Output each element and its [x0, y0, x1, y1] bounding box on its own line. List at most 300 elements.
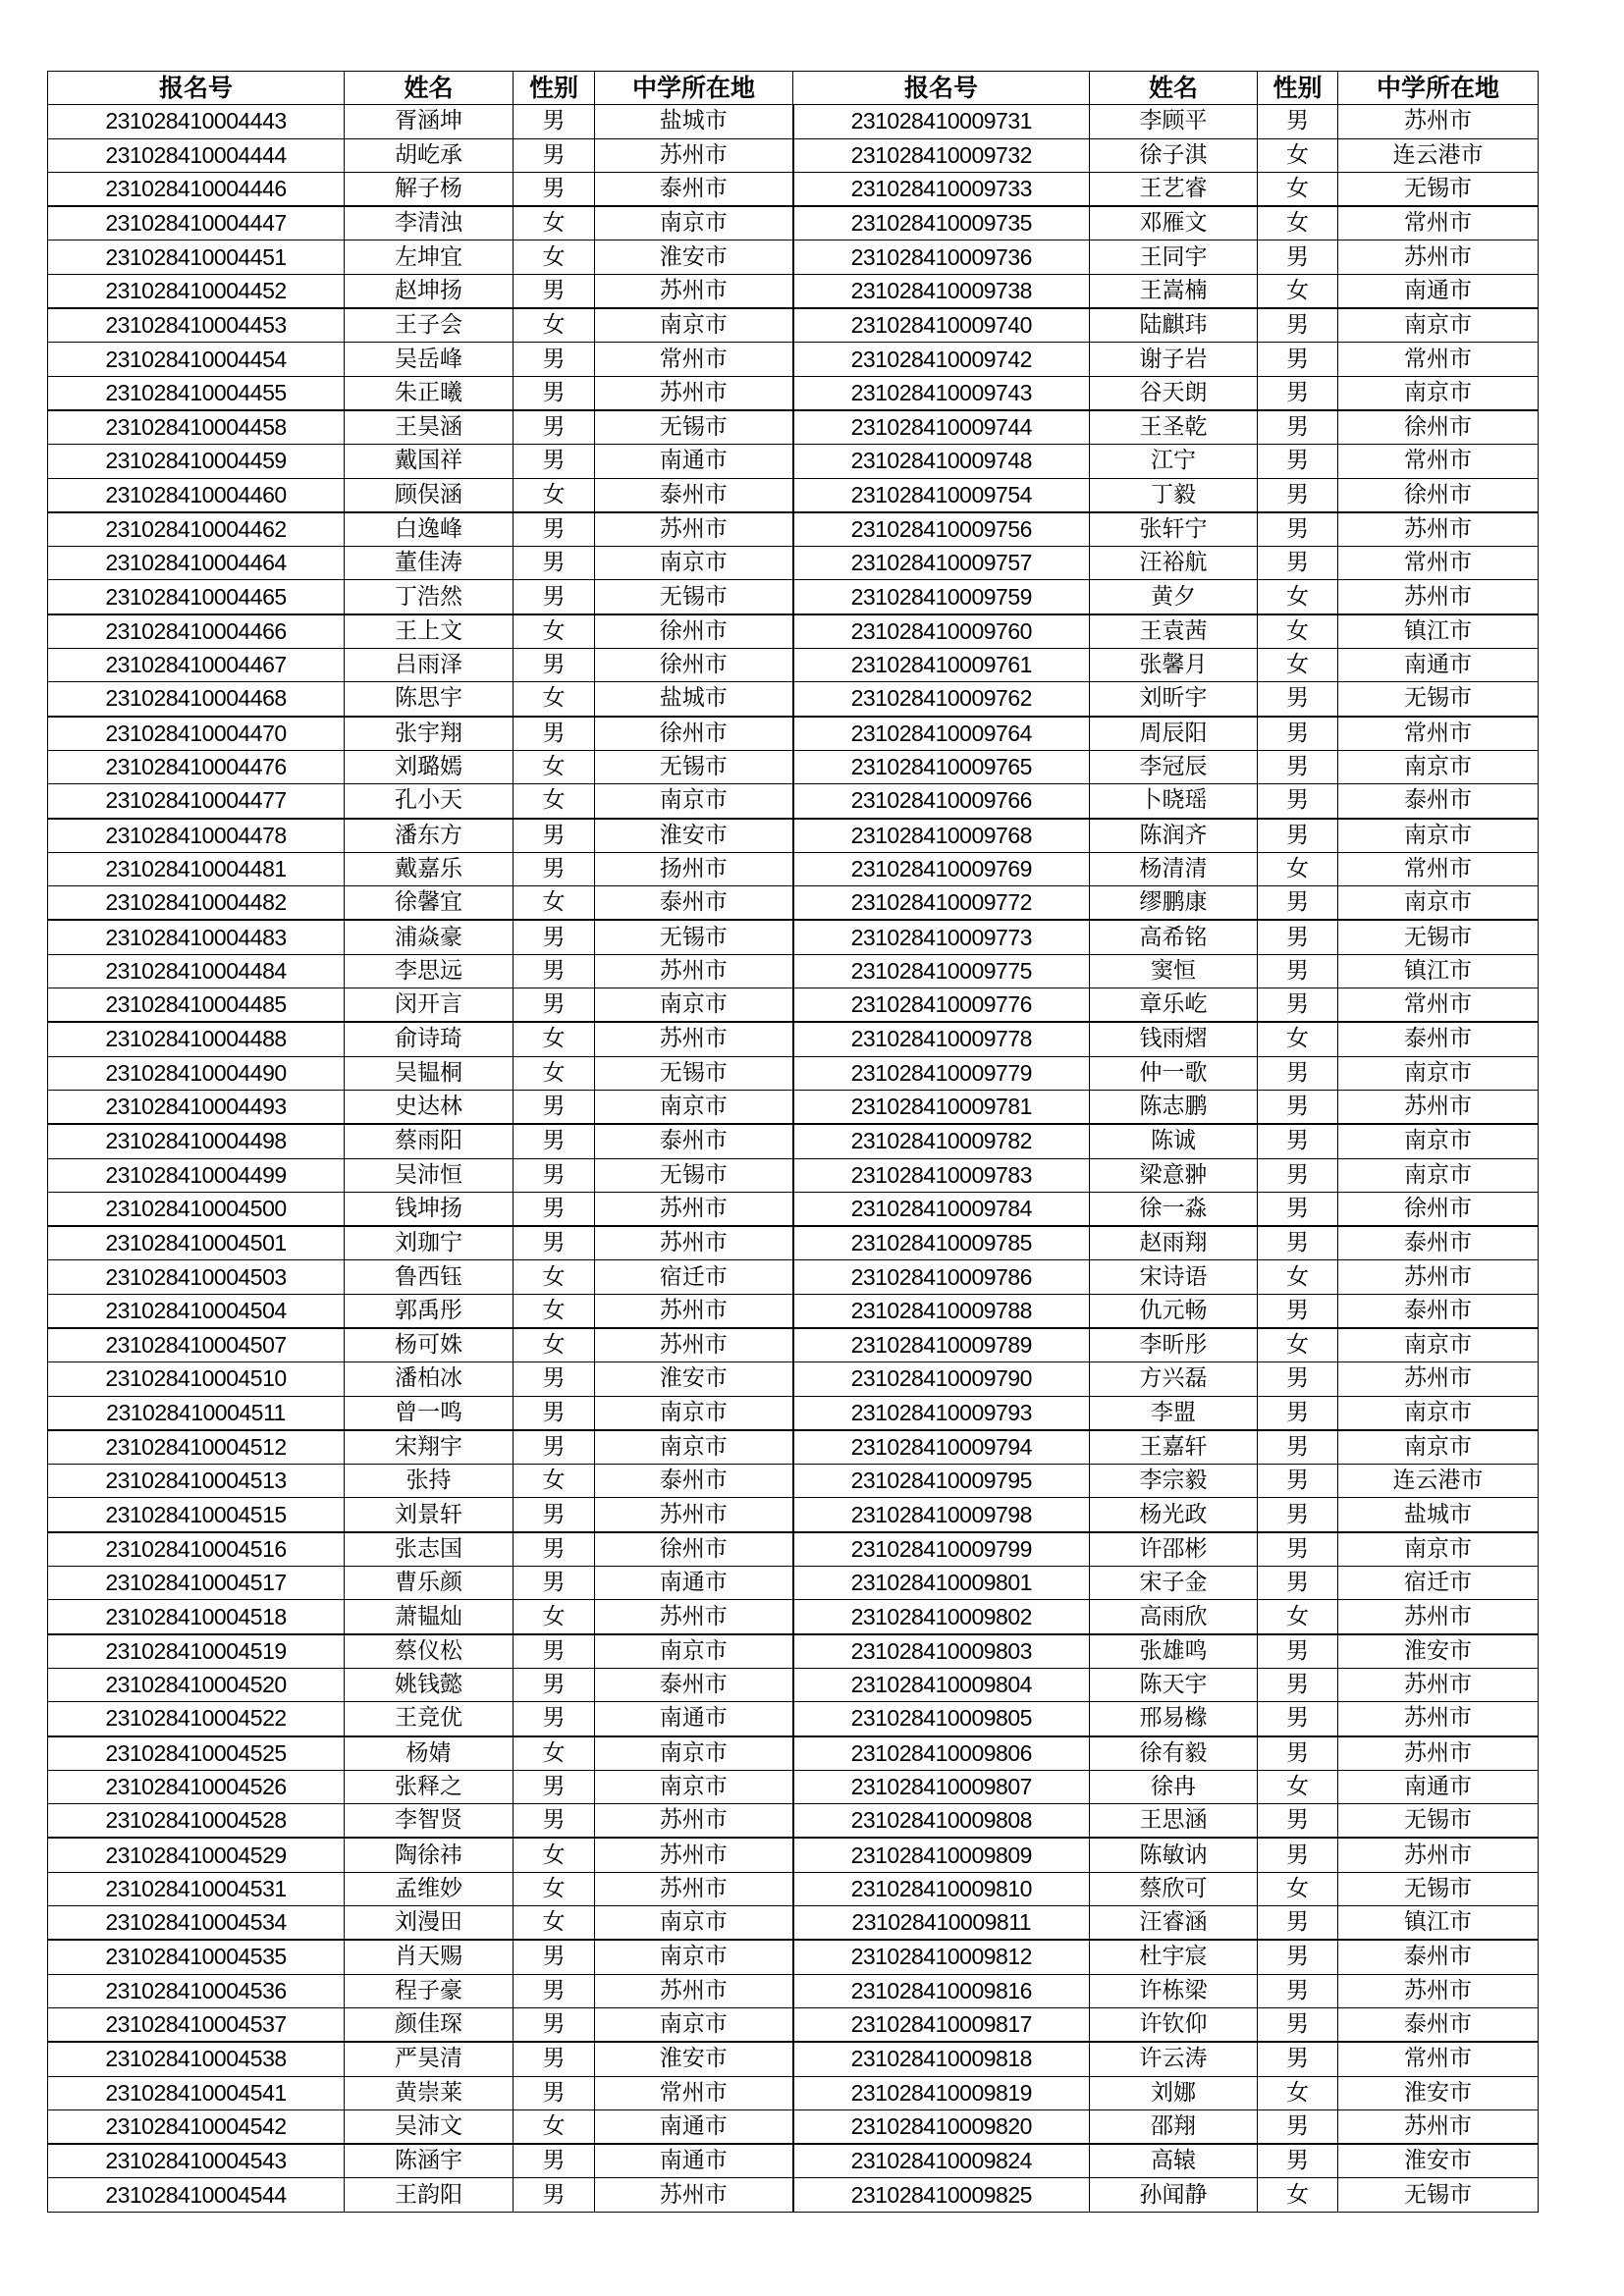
city-cell: 苏州市	[595, 376, 793, 410]
city-cell: 徐州市	[595, 614, 793, 649]
gender-cell: 男	[1258, 1532, 1338, 1567]
name-cell: 王昊涵	[345, 410, 514, 445]
city-cell: 苏州市	[595, 1192, 793, 1226]
city-cell: 苏州市	[595, 274, 793, 308]
city-cell: 苏州市	[1338, 1838, 1539, 1872]
id-cell: 231028410004501	[48, 1226, 345, 1260]
id-cell: 231028410004522	[48, 1702, 345, 1736]
city-cell: 徐州市	[595, 1532, 793, 1567]
name-cell: 李宗毅	[1090, 1465, 1258, 1498]
table-row	[48, 1158, 1539, 1192]
name-cell: 张轩宁	[1090, 512, 1258, 547]
city-cell: 常州市	[1338, 445, 1539, 478]
name-cell: 许云涛	[1090, 2042, 1258, 2076]
id-cell: 231028410009803	[793, 1634, 1090, 1669]
gender-cell: 男	[514, 445, 595, 478]
name-cell: 汪裕航	[1090, 547, 1258, 580]
id-cell: 231028410009808	[793, 1804, 1090, 1839]
name-cell: 仇元畅	[1090, 1294, 1258, 1328]
name-cell: 曹乐颜	[345, 1567, 514, 1600]
name-cell: 吴韫桐	[345, 1056, 514, 1090]
gender-cell: 男	[514, 512, 595, 547]
gender-cell: 男	[1258, 1634, 1338, 1669]
gender-cell: 女	[1258, 852, 1338, 885]
city-cell: 无锡市	[1338, 920, 1539, 954]
gender-cell: 男	[1258, 2042, 1338, 2076]
gender-cell: 男	[514, 1974, 595, 2007]
table-row	[48, 580, 1539, 614]
name-cell: 杨光政	[1090, 1498, 1258, 1532]
table-row	[48, 1906, 1539, 1941]
table-row	[48, 1022, 1539, 1056]
name-cell: 徐有毅	[1090, 1736, 1258, 1771]
gender-cell: 男	[514, 1567, 595, 1600]
gender-cell: 男	[514, 1124, 595, 1158]
gender-cell: 男	[514, 2144, 595, 2178]
gender-cell: 男	[514, 1192, 595, 1226]
gender-cell: 男	[1258, 445, 1338, 478]
id-cell: 231028410004484	[48, 954, 345, 988]
name-cell: 浦焱豪	[345, 920, 514, 954]
id-cell: 231028410009744	[793, 410, 1090, 445]
header-row	[48, 72, 1539, 105]
gender-cell: 女	[514, 1600, 595, 1634]
name-cell: 高雨欣	[1090, 1600, 1258, 1634]
name-cell: 姚钱懿	[345, 1668, 514, 1701]
id-cell: 231028410004534	[48, 1906, 345, 1941]
id-cell: 231028410004543	[48, 2144, 345, 2178]
city-cell: 苏州市	[595, 1838, 793, 1872]
gender-cell: 男	[1258, 478, 1338, 512]
city-cell: 无锡市	[595, 1158, 793, 1192]
table-row	[48, 1294, 1539, 1328]
gender-cell: 女	[514, 1294, 595, 1328]
city-cell: 南京市	[595, 1770, 793, 1803]
city-cell: 无锡市	[1338, 172, 1539, 206]
city-cell: 淮安市	[1338, 1634, 1539, 1669]
name-cell: 徐子淇	[1090, 138, 1258, 172]
table-row	[48, 2042, 1539, 2076]
gender-cell: 女	[1258, 206, 1338, 240]
city-cell: 南京市	[595, 1906, 793, 1941]
city-cell: 徐州市	[1338, 1192, 1539, 1226]
id-cell: 231028410009805	[793, 1702, 1090, 1736]
city-cell: 扬州市	[595, 852, 793, 885]
name-cell: 刘漫田	[345, 1906, 514, 1941]
gender-cell: 男	[514, 1158, 595, 1192]
table-row	[48, 376, 1539, 410]
city-cell: 徐州市	[595, 717, 793, 751]
table-row	[48, 274, 1539, 308]
city-cell: 盐城市	[1338, 1498, 1539, 1532]
table-row	[48, 308, 1539, 343]
id-cell: 231028410004485	[48, 988, 345, 1023]
name-cell: 陈思宇	[345, 682, 514, 717]
gender-cell: 男	[514, 1634, 595, 1669]
name-cell: 王嵩楠	[1090, 274, 1258, 308]
city-cell: 苏州市	[1338, 1974, 1539, 2007]
id-cell: 231028410009784	[793, 1192, 1090, 1226]
name-cell: 胡屹承	[345, 138, 514, 172]
id-cell: 231028410004520	[48, 1668, 345, 1701]
gender-cell: 男	[1258, 308, 1338, 343]
city-cell: 连云港市	[1338, 1465, 1539, 1498]
gender-cell: 女	[514, 1328, 595, 1362]
gender-cell: 女	[1258, 649, 1338, 682]
gender-cell: 男	[514, 920, 595, 954]
table-row	[48, 819, 1539, 853]
city-cell: 南京市	[1338, 1158, 1539, 1192]
gender-cell: 男	[1258, 750, 1338, 783]
id-cell: 231028410009775	[793, 954, 1090, 988]
table-row	[48, 1430, 1539, 1465]
id-cell: 231028410009736	[793, 240, 1090, 274]
name-cell: 钱坤扬	[345, 1192, 514, 1226]
id-cell: 231028410004500	[48, 1192, 345, 1226]
id-cell: 231028410004519	[48, 1634, 345, 1669]
city-cell: 常州市	[595, 2076, 793, 2109]
table-row	[48, 105, 1539, 138]
table-row	[48, 682, 1539, 717]
name-cell: 李智贤	[345, 1804, 514, 1839]
id-cell: 231028410004464	[48, 547, 345, 580]
gender-cell: 男	[1258, 1736, 1338, 1771]
gender-cell: 男	[1258, 1498, 1338, 1532]
name-cell: 王韵阳	[345, 2178, 514, 2212]
table-row	[48, 1090, 1539, 1124]
name-cell: 杨清清	[1090, 852, 1258, 885]
name-cell: 王竞优	[345, 1702, 514, 1736]
gender-cell: 女	[514, 682, 595, 717]
city-cell: 南通市	[595, 1702, 793, 1736]
table-row	[48, 1974, 1539, 2007]
table-row	[48, 2144, 1539, 2178]
table-row	[48, 1770, 1539, 1803]
city-cell: 苏州市	[1338, 512, 1539, 547]
id-cell: 231028410004481	[48, 852, 345, 885]
name-cell: 卜晓瑶	[1090, 784, 1258, 819]
city-cell: 盐城市	[595, 105, 793, 138]
id-cell: 231028410004525	[48, 1736, 345, 1771]
id-cell: 231028410004451	[48, 240, 345, 274]
name-cell: 吴岳峰	[345, 343, 514, 376]
table-row	[48, 1260, 1539, 1294]
name-cell: 陈天宇	[1090, 1668, 1258, 1701]
city-cell: 苏州市	[595, 954, 793, 988]
id-cell: 231028410009779	[793, 1056, 1090, 1090]
header-gender: 性别	[1258, 72, 1338, 105]
name-cell: 陈敏讷	[1090, 1838, 1258, 1872]
name-cell: 杨可姝	[345, 1328, 514, 1362]
id-cell: 231028410004542	[48, 2109, 345, 2144]
city-cell: 南京市	[1338, 1124, 1539, 1158]
name-cell: 仲一歌	[1090, 1056, 1258, 1090]
table-row	[48, 1940, 1539, 1974]
id-cell: 231028410004535	[48, 1940, 345, 1974]
name-cell: 王子会	[345, 308, 514, 343]
id-cell: 231028410004510	[48, 1362, 345, 1396]
gender-cell: 男	[1258, 1226, 1338, 1260]
table-row	[48, 1804, 1539, 1839]
city-cell: 南京市	[595, 206, 793, 240]
id-cell: 231028410004465	[48, 580, 345, 614]
id-cell: 231028410004455	[48, 376, 345, 410]
id-cell: 231028410004460	[48, 478, 345, 512]
gender-cell: 男	[1258, 1804, 1338, 1839]
table-row	[48, 1567, 1539, 1600]
id-cell: 231028410009818	[793, 2042, 1090, 2076]
city-cell: 苏州市	[595, 1022, 793, 1056]
city-cell: 盐城市	[595, 682, 793, 717]
id-cell: 231028410009794	[793, 1430, 1090, 1465]
gender-cell: 男	[1258, 1974, 1338, 2007]
city-cell: 泰州市	[1338, 1294, 1539, 1328]
gender-cell: 女	[1258, 1328, 1338, 1362]
gender-cell: 女	[514, 1056, 595, 1090]
name-cell: 王艺睿	[1090, 172, 1258, 206]
gender-cell: 女	[514, 1872, 595, 1905]
gender-cell: 男	[514, 1770, 595, 1803]
header-city: 中学所在地	[1338, 72, 1539, 105]
city-cell: 泰州市	[595, 886, 793, 921]
name-cell: 谢子岩	[1090, 343, 1258, 376]
city-cell: 苏州市	[595, 1328, 793, 1362]
gender-cell: 男	[514, 1430, 595, 1465]
city-cell: 南京市	[1338, 1396, 1539, 1430]
table-row	[48, 852, 1539, 885]
id-cell: 231028410004482	[48, 886, 345, 921]
id-cell: 231028410004458	[48, 410, 345, 445]
city-cell: 常州市	[1338, 852, 1539, 885]
table-row	[48, 410, 1539, 445]
name-cell: 曾一鸣	[345, 1396, 514, 1430]
id-cell: 231028410009798	[793, 1498, 1090, 1532]
gender-cell: 男	[1258, 547, 1338, 580]
name-cell: 徐馨宜	[345, 886, 514, 921]
city-cell: 泰州市	[1338, 2007, 1539, 2042]
gender-cell: 男	[514, 717, 595, 751]
name-cell: 白逸峰	[345, 512, 514, 547]
table-row	[48, 1702, 1539, 1736]
city-cell: 南京市	[595, 1430, 793, 1465]
city-cell: 无锡市	[595, 920, 793, 954]
name-cell: 黄崇莱	[345, 2076, 514, 2109]
name-cell: 严昊清	[345, 2042, 514, 2076]
gender-cell: 男	[514, 954, 595, 988]
name-cell: 江宁	[1090, 445, 1258, 478]
city-cell: 泰州市	[595, 1465, 793, 1498]
city-cell: 徐州市	[1338, 478, 1539, 512]
name-cell: 许钦仰	[1090, 2007, 1258, 2042]
id-cell: 231028410004483	[48, 920, 345, 954]
gender-cell: 男	[514, 1498, 595, 1532]
name-cell: 窦恒	[1090, 954, 1258, 988]
table-row	[48, 784, 1539, 819]
id-cell: 231028410009824	[793, 2144, 1090, 2178]
gender-cell: 女	[1258, 614, 1338, 649]
gender-cell: 男	[1258, 376, 1338, 410]
gender-cell: 女	[514, 784, 595, 819]
gender-cell: 女	[514, 1260, 595, 1294]
name-cell: 陆麒玮	[1090, 308, 1258, 343]
city-cell: 南京市	[595, 1634, 793, 1669]
city-cell: 苏州市	[1338, 1600, 1539, 1634]
table-row	[48, 1736, 1539, 1771]
id-cell: 231028410009810	[793, 1872, 1090, 1905]
id-cell: 231028410004476	[48, 750, 345, 783]
gender-cell: 女	[1258, 1872, 1338, 1905]
gender-cell: 男	[514, 1090, 595, 1124]
id-cell: 231028410009820	[793, 2109, 1090, 2144]
gender-cell: 男	[1258, 1465, 1338, 1498]
table-row	[48, 1838, 1539, 1872]
city-cell: 泰州市	[595, 1668, 793, 1701]
id-cell: 231028410004516	[48, 1532, 345, 1567]
name-cell: 李冠辰	[1090, 750, 1258, 783]
id-cell: 231028410004517	[48, 1567, 345, 1600]
id-cell: 231028410009825	[793, 2178, 1090, 2212]
id-cell: 231028410004538	[48, 2042, 345, 2076]
gender-cell: 男	[1258, 1158, 1338, 1192]
name-cell: 丁浩然	[345, 580, 514, 614]
name-cell: 梁意翀	[1090, 1158, 1258, 1192]
name-cell: 徐冉	[1090, 1770, 1258, 1803]
header-id: 报名号	[48, 72, 345, 105]
table-row	[48, 1362, 1539, 1396]
city-cell: 南京市	[1338, 308, 1539, 343]
name-cell: 戴嘉乐	[345, 852, 514, 885]
name-cell: 刘景轩	[345, 1498, 514, 1532]
name-cell: 宋诗语	[1090, 1260, 1258, 1294]
id-cell: 231028410009804	[793, 1668, 1090, 1701]
table-row	[48, 1532, 1539, 1567]
name-cell: 肖天赐	[345, 1940, 514, 1974]
name-cell: 章乐屹	[1090, 988, 1258, 1023]
id-cell: 231028410004453	[48, 308, 345, 343]
name-cell: 解子杨	[345, 172, 514, 206]
name-cell: 汪睿涵	[1090, 1906, 1258, 1941]
id-cell: 231028410009733	[793, 172, 1090, 206]
city-cell: 南京市	[595, 308, 793, 343]
city-cell: 淮安市	[595, 240, 793, 274]
gender-cell: 女	[514, 2109, 595, 2144]
gender-cell: 男	[514, 1702, 595, 1736]
gender-cell: 男	[1258, 1192, 1338, 1226]
name-cell: 徐一淼	[1090, 1192, 1258, 1226]
id-cell: 231028410009754	[793, 478, 1090, 512]
id-cell: 231028410009789	[793, 1328, 1090, 1362]
city-cell: 苏州市	[595, 1804, 793, 1839]
gender-cell: 男	[514, 1804, 595, 1839]
city-cell: 苏州市	[1338, 1090, 1539, 1124]
name-cell: 吴沛文	[345, 2109, 514, 2144]
header-id: 报名号	[793, 72, 1090, 105]
gender-cell: 女	[1258, 1770, 1338, 1803]
name-cell: 史达林	[345, 1090, 514, 1124]
gender-cell: 男	[514, 649, 595, 682]
gender-cell: 男	[1258, 1702, 1338, 1736]
city-cell: 淮安市	[595, 1362, 793, 1396]
gender-cell: 男	[1258, 682, 1338, 717]
name-cell: 陈志鹏	[1090, 1090, 1258, 1124]
city-cell: 苏州市	[595, 1294, 793, 1328]
gender-cell: 男	[1258, 240, 1338, 274]
table-row	[48, 1668, 1539, 1701]
gender-cell: 男	[514, 1396, 595, 1430]
id-cell: 231028410009788	[793, 1294, 1090, 1328]
city-cell: 淮安市	[1338, 2144, 1539, 2178]
gender-cell: 男	[514, 172, 595, 206]
gender-cell: 男	[1258, 1056, 1338, 1090]
city-cell: 镇江市	[1338, 1906, 1539, 1941]
gender-cell: 男	[514, 1532, 595, 1567]
gender-cell: 男	[1258, 1430, 1338, 1465]
id-cell: 231028410004466	[48, 614, 345, 649]
gender-cell: 女	[1258, 2076, 1338, 2109]
gender-cell: 男	[1258, 410, 1338, 445]
id-cell: 231028410004459	[48, 445, 345, 478]
name-cell: 王嘉轩	[1090, 1430, 1258, 1465]
city-cell: 南通市	[595, 2109, 793, 2144]
admission-list-table	[47, 71, 1539, 2213]
gender-cell: 男	[1258, 1090, 1338, 1124]
name-cell: 俞诗琦	[345, 1022, 514, 1056]
name-cell: 左坤宜	[345, 240, 514, 274]
id-cell: 231028410009776	[793, 988, 1090, 1023]
name-cell: 杨婧	[345, 1736, 514, 1771]
gender-cell: 男	[514, 274, 595, 308]
header-gender: 性别	[514, 72, 595, 105]
city-cell: 苏州市	[595, 512, 793, 547]
city-cell: 南京市	[1338, 1430, 1539, 1465]
city-cell: 无锡市	[595, 750, 793, 783]
name-cell: 张志国	[345, 1532, 514, 1567]
gender-cell: 男	[1258, 1567, 1338, 1600]
id-cell: 231028410004454	[48, 343, 345, 376]
name-cell: 李清浊	[345, 206, 514, 240]
name-cell: 赵坤扬	[345, 274, 514, 308]
gender-cell: 女	[514, 308, 595, 343]
id-cell: 231028410009740	[793, 308, 1090, 343]
id-cell: 231028410009738	[793, 274, 1090, 308]
city-cell: 苏州市	[1338, 1668, 1539, 1701]
city-cell: 泰州市	[595, 478, 793, 512]
city-cell: 南京市	[595, 1736, 793, 1771]
id-cell: 231028410004452	[48, 274, 345, 308]
name-cell: 高辕	[1090, 2144, 1258, 2178]
gender-cell: 男	[514, 1668, 595, 1701]
gender-cell: 女	[514, 240, 595, 274]
gender-cell: 男	[1258, 1668, 1338, 1701]
name-cell: 潘东方	[345, 819, 514, 853]
gender-cell: 男	[514, 376, 595, 410]
name-cell: 许栋梁	[1090, 1974, 1258, 2007]
name-cell: 萧韫灿	[345, 1600, 514, 1634]
table-row	[48, 2076, 1539, 2109]
gender-cell: 男	[1258, 1940, 1338, 1974]
id-cell: 231028410009793	[793, 1396, 1090, 1430]
id-cell: 231028410004536	[48, 1974, 345, 2007]
city-cell: 苏州市	[1338, 2109, 1539, 2144]
table-row	[48, 1328, 1539, 1362]
id-cell: 231028410004446	[48, 172, 345, 206]
city-cell: 常州市	[1338, 988, 1539, 1023]
id-cell: 231028410004498	[48, 1124, 345, 1158]
name-cell: 王圣乾	[1090, 410, 1258, 445]
city-cell: 苏州市	[595, 1226, 793, 1260]
gender-cell: 男	[1258, 1294, 1338, 1328]
name-cell: 王袁茜	[1090, 614, 1258, 649]
